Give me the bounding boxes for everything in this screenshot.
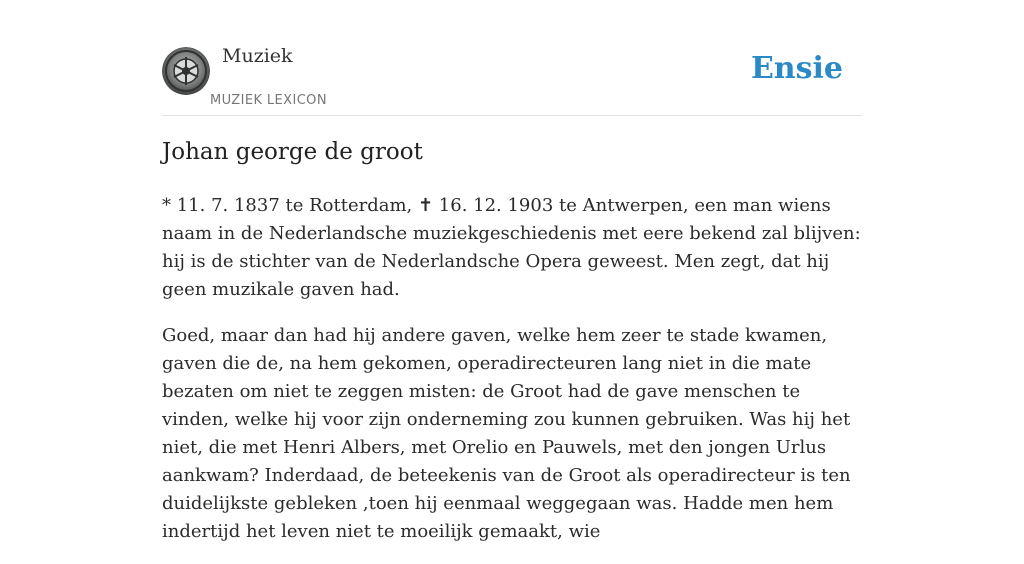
source-subtitle: MUZIEK LEXICON xyxy=(210,93,327,108)
entry-paragraph: * 11. 7. 1837 te Rotterdam, ✝ 16. 12. 1903 te Antwerpen, een man wiens naam in de Nederlandsche muziekgeschiedenis met eere bekend zal blijven: hij is de stichter van de Nederlandsche Opera geweest. Men zegt, dat hij geen muzikale gaven had. xyxy=(162,195,861,300)
emblem-logo-icon[interactable] xyxy=(162,47,210,95)
page xyxy=(162,0,862,542)
entry-title: Johan george de groot xyxy=(162,139,423,165)
source-title[interactable]: Muziek xyxy=(222,45,293,67)
brand-logo[interactable]: Ensie xyxy=(750,51,843,86)
entry-body xyxy=(162,192,864,564)
entry-paragraph: Goed, maar dan had hij andere gaven, welke hem zeer te stade kwamen, gaven die de, na hem gekomen, operadirecteuren lang niet in die mate bezaten om niet te zeggen misten: de Groot had de gave menschen te vinden, welke hij voor zijn onderneming zou kunnen gebruiken. Was hij het niet, die met Henri Albers, met Orelio en Pauwels, met den jongen Urlus aankwam? Inderdaad, de beteekenis van de Groot als operadirecteur is ten duidelijkste gebleken ,toen hij eenmaal weggegaan was. Hadde men hem indertijd het leven niet te moeilijk gemaakt, wie xyxy=(162,325,851,542)
header xyxy=(162,0,862,116)
